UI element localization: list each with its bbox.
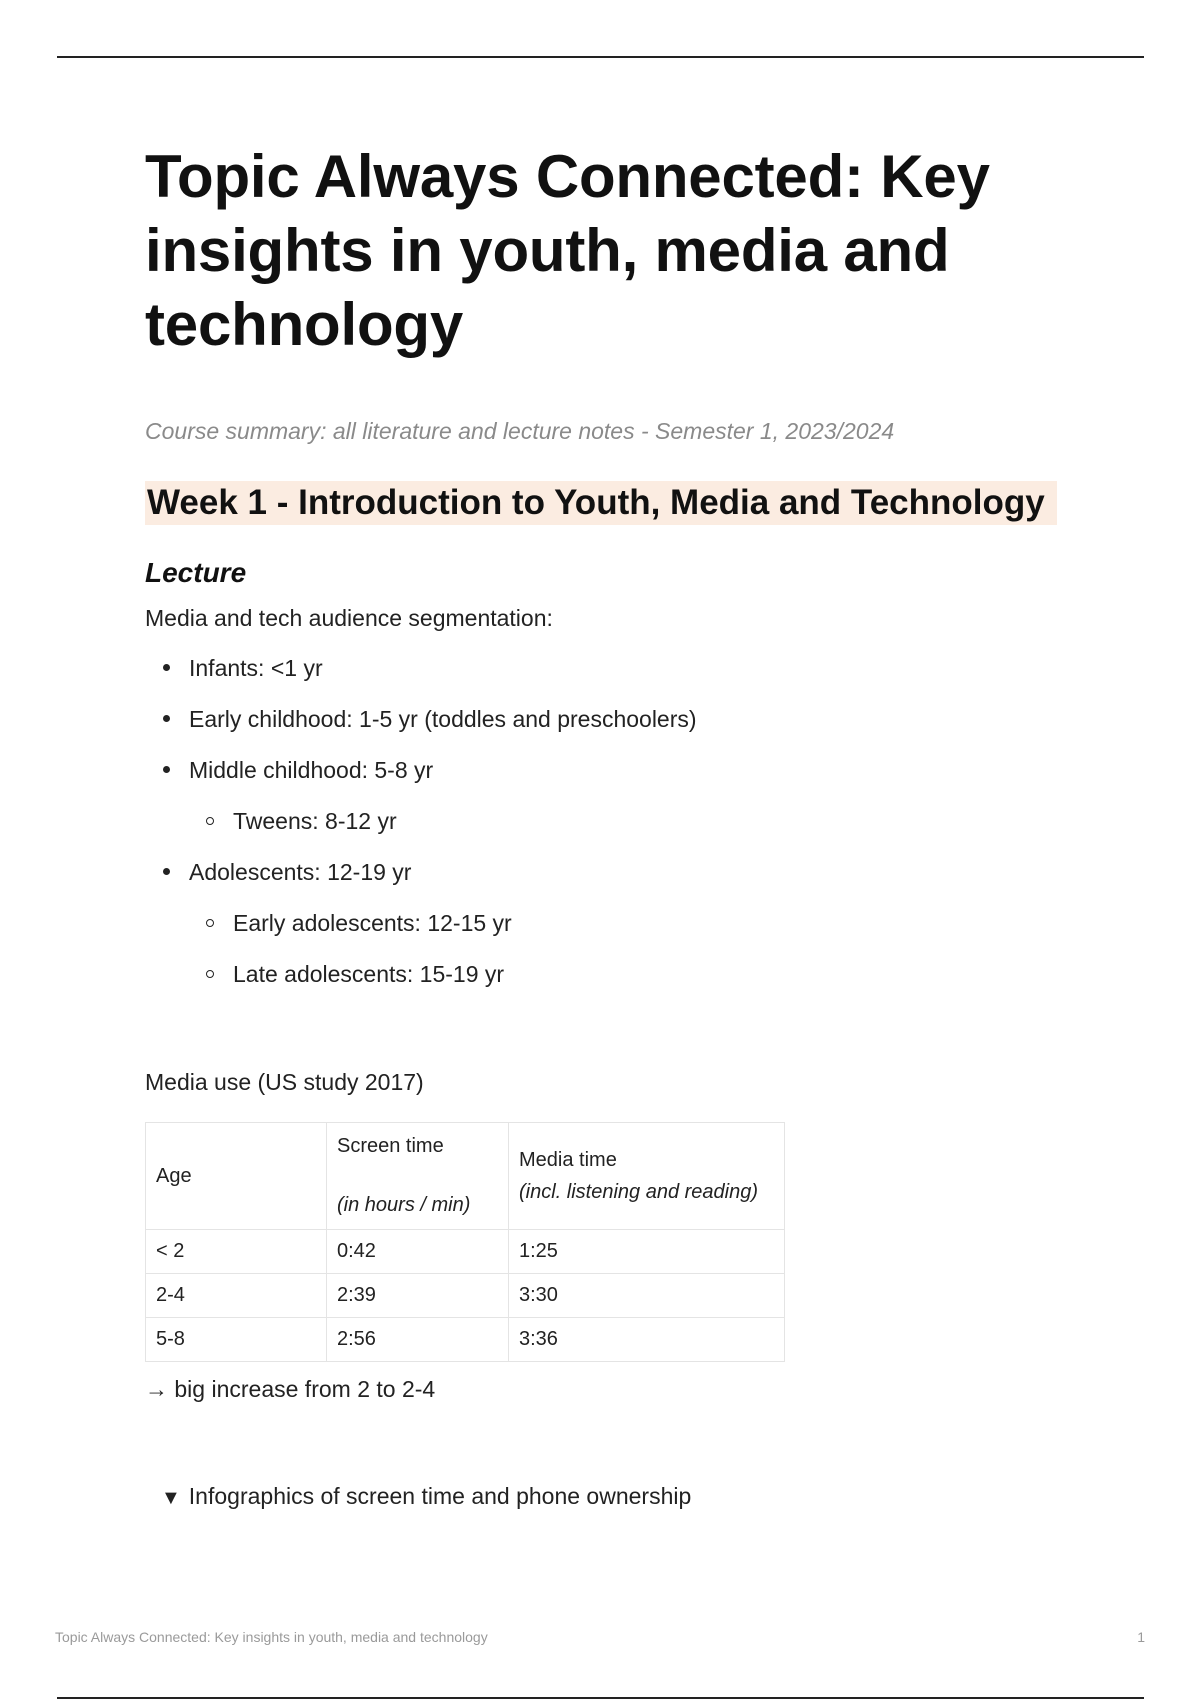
list-item: Adolescents: 12-19 yr xyxy=(145,858,1060,909)
list-item: Early adolescents: 12-15 yr xyxy=(145,909,1060,960)
table-cell: 3:30 xyxy=(509,1274,785,1318)
triangle-down-icon: ▼ xyxy=(161,1487,181,1509)
segmentation-intro: Media and tech audience segmentation: xyxy=(145,605,553,631)
list-item: Tweens: 8-12 yr xyxy=(145,807,1060,858)
hollow-bullet-icon xyxy=(206,970,214,978)
list-item: Early childhood: 1-5 yr (toddles and preschoolers) xyxy=(145,705,1060,756)
table-cell: 1:25 xyxy=(509,1230,785,1274)
list-item: Late adolescents: 15-19 yr xyxy=(145,960,1060,1011)
table-row xyxy=(146,1230,785,1274)
bullet-icon xyxy=(163,715,170,722)
table-cell: 2-4 xyxy=(146,1274,327,1318)
table-cell: 2:56 xyxy=(327,1318,509,1362)
course-subtitle: Course summary: all literature and lecture notes - Semester 1, 2023/2024 xyxy=(145,418,895,444)
table-cell: 3:36 xyxy=(509,1318,785,1362)
table-row xyxy=(146,1274,785,1318)
list-item: Middle childhood: 5-8 yr xyxy=(145,756,1060,807)
increase-note: → big increase from 2 to 2-4 xyxy=(145,1376,436,1402)
document-body xyxy=(145,140,1060,1510)
lecture-heading: Lecture xyxy=(145,557,247,588)
table-cell: 5-8 xyxy=(146,1318,327,1362)
hollow-bullet-icon xyxy=(206,817,214,825)
bullet-icon xyxy=(163,664,170,671)
table-cell: 2:39 xyxy=(327,1274,509,1318)
week-1-heading: Week 1 - Introduction to Youth, Media and Technology xyxy=(145,481,1057,525)
media-use-table xyxy=(145,1122,785,1362)
footer-title: Topic Always Connected: Key insights in youth, media and technology xyxy=(55,1629,488,1645)
hollow-bullet-icon xyxy=(206,919,214,927)
page-title: Topic Always Connected: Key insights in youth, media and technology xyxy=(145,143,990,358)
bullet-icon xyxy=(163,766,170,773)
page-number: 1 xyxy=(1137,1629,1145,1645)
table-row xyxy=(146,1318,785,1362)
header-age: Age xyxy=(146,1123,327,1230)
toggle-label: Infographics of screen time and phone ownership xyxy=(188,1483,692,1509)
bottom-rule xyxy=(57,1697,1144,1699)
page-footer xyxy=(55,1629,1145,1645)
media-use-label: Media use (US study 2017) xyxy=(145,1069,424,1095)
table-cell: < 2 xyxy=(146,1230,327,1274)
list-item: Infants: <1 yr xyxy=(145,654,1060,705)
top-rule xyxy=(57,56,1144,58)
segmentation-list xyxy=(145,654,1060,1011)
bullet-icon xyxy=(163,868,170,875)
table-header-row xyxy=(146,1123,785,1230)
header-media-time: Media time (incl. listening and reading) xyxy=(509,1123,785,1230)
header-screen-time: Screen time (in hours / min) xyxy=(327,1123,509,1230)
infographics-toggle[interactable] xyxy=(161,1483,1060,1510)
table-cell: 0:42 xyxy=(327,1230,509,1274)
